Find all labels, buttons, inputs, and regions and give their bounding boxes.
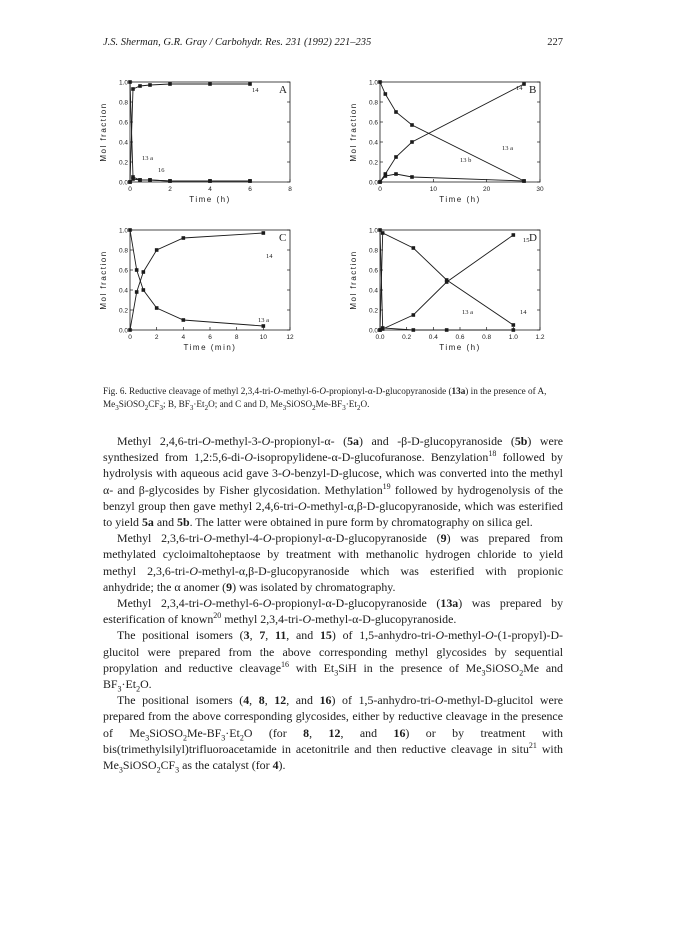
x-tick-label: 0.6 — [455, 334, 465, 341]
data-point — [131, 177, 135, 181]
panel-c — [99, 228, 294, 353]
panel-letter: C — [279, 232, 287, 244]
x-tick-label: 12 — [286, 334, 294, 341]
data-point — [381, 327, 385, 331]
series-label: 16 — [158, 167, 165, 174]
data-point — [512, 323, 516, 327]
series-line-13a — [380, 82, 524, 181]
data-point — [410, 175, 414, 179]
data-point — [384, 92, 388, 96]
x-tick-label: 20 — [483, 186, 491, 193]
series-line-14 — [130, 233, 263, 330]
figure-caption: Fig. 6. Reductive cleavage of methyl 2,3,4-tri-O-methyl-6-O-propionyl-α-D-glucopyranoside (13a) in the presence of A, $Me_3SiOSO_2CF_3$; B, $BF_3\cdot Et_2O$; and C and D, $Me_3SiOSO_2Me-BF_3\cdot Et_2O$. — [103, 386, 547, 412]
x-tick-label: 6 — [248, 186, 252, 193]
series-label: 13 a — [258, 317, 270, 324]
y-tick-label: 0.4 — [118, 139, 128, 147]
data-point — [262, 324, 266, 328]
x-tick-label: 8 — [288, 186, 292, 193]
series-label: 14 — [520, 309, 527, 316]
y-tick-label: 0.8 — [368, 99, 378, 107]
y-axis-label: Mol fraction — [349, 250, 358, 310]
y-tick-label: 0.0 — [368, 179, 378, 187]
x-tick-label: 0.8 — [482, 334, 492, 341]
x-tick-label: 0 — [128, 334, 132, 341]
y-tick-label: 0.4 — [118, 287, 128, 295]
data-point — [248, 179, 252, 183]
series-line-14 — [380, 84, 524, 182]
series-label: 15 — [523, 237, 530, 244]
y-tick-label: 1.0 — [368, 79, 378, 87]
data-point — [410, 140, 414, 144]
data-point — [135, 268, 139, 272]
data-point — [155, 306, 159, 310]
x-tick-label: 0.2 — [402, 334, 412, 341]
plot-frame — [130, 82, 290, 182]
y-tick-label: 0.2 — [118, 159, 128, 167]
paragraph-2: Methyl 2,3,6-tri-O-methyl-4-O-propionyl-α-D-glucopyranoside (9) was prepared from methylated cycloimaltoheptaose by treatment with methanolic hydrogen chloride to yield methyl 2,3,6-tri-O-methyl-α,β-D-glucopyranoside which was esterified with propionic anhydride; the α anomer (9) was isolated by chromatography. — [103, 531, 564, 594]
data-point — [412, 313, 416, 317]
series-label: 14 — [252, 87, 259, 94]
data-point — [142, 270, 146, 274]
x-tick-label: 2 — [154, 334, 159, 341]
panel-letter: A — [279, 84, 287, 96]
y-tick-label: 0.6 — [118, 119, 128, 127]
x-tick-label: 30 — [536, 186, 544, 193]
series-label: 13 a — [462, 309, 474, 316]
panel-letter: D — [529, 232, 537, 244]
x-axis-label: Time (h) — [439, 343, 481, 352]
y-axis-label: Mol fraction — [99, 102, 108, 162]
x-tick-label: 0.4 — [428, 334, 438, 341]
data-point — [182, 236, 186, 240]
data-point — [512, 233, 516, 237]
data-point — [522, 82, 526, 86]
data-point — [412, 246, 416, 250]
data-point — [384, 174, 388, 178]
data-point — [262, 231, 266, 235]
plot-frame — [130, 230, 290, 330]
x-tick-label: 10 — [259, 334, 267, 341]
series-label: 14 — [516, 85, 523, 92]
y-axis-label: Mol fraction — [99, 250, 108, 310]
series-line-13a — [130, 230, 263, 326]
data-point — [131, 87, 135, 91]
data-point — [394, 155, 398, 159]
data-point — [182, 318, 186, 322]
data-point — [208, 179, 212, 183]
series-line-13a — [130, 82, 250, 181]
data-point — [138, 84, 142, 88]
x-tick-label: 0 — [128, 186, 132, 193]
y-tick-label: 1.0 — [368, 227, 378, 235]
data-point — [522, 179, 526, 183]
plot-frame — [380, 230, 540, 330]
panel-d — [349, 228, 545, 353]
data-point — [445, 328, 449, 332]
panel-b — [349, 80, 544, 205]
data-point — [445, 280, 449, 284]
paragraph-5: The positional isomers (4, 8, 12, and 16) of 1,5-anhydro-tri-O-methyl-D-glucitol were prepared from the above corresponding glycosides, either by reductive cleavage in the presence of $Me_3SiOSO_2Me-BF_3\cdot Et_2O$ (for 8, 12, and 16) or by treatment with bis(trimethylsilyl)trifluoroacetamide in acetonitrile and then reductive cleavage in situ$^{21}$ with $Me_3SiOSO_2CF_3$ as the catalyst (for 4). — [103, 693, 564, 775]
data-point — [135, 290, 139, 294]
x-tick-label: 10 — [429, 186, 437, 193]
data-point — [512, 328, 516, 332]
y-tick-label: 0.2 — [368, 307, 378, 315]
data-point — [148, 178, 152, 182]
data-point — [148, 83, 152, 87]
data-point — [208, 82, 212, 86]
y-tick-label: 0.4 — [368, 287, 378, 295]
running-header — [103, 37, 563, 48]
y-tick-label: 0.8 — [118, 247, 128, 255]
y-tick-label: 0.8 — [118, 99, 128, 107]
x-tick-label: 2 — [168, 186, 172, 193]
data-point — [412, 328, 416, 332]
series-line-14 — [130, 84, 250, 182]
data-point — [128, 328, 132, 332]
series-label: 13 a — [142, 155, 154, 162]
data-point — [138, 178, 142, 182]
paragraph-1: Methyl 2,4,6-tri-O-methyl-3-O-propionyl-α- (5a) and -β-D-glucopyranoside (5b) were synthesized from 1,2:5,6-di-O-isopropylidene-α-D-glucofuranose. Benzylation$^{18}$ followed by hydrolysis with aqueous acid gave 3-O-benzyl-D-glucose, which was converted into the methyl α- and β-glycosides by Fisher glycosidation. Methylation$^{19}$ followed by hydrogenolysis of the benzyl group then gave methyl 2,4,6-tri-O-methyl-α,β-D-glucopyranoside, which was esterified to yield 5a and 5b. The latter were obtained in pure form by chromatography on silica gel. — [103, 434, 564, 530]
y-tick-label: 0.0 — [118, 327, 128, 335]
y-axis-label: Mol fraction — [349, 102, 358, 162]
data-point — [378, 180, 382, 184]
plot-frame — [380, 82, 540, 182]
x-tick-label: 0 — [378, 186, 382, 193]
y-tick-label: 0.8 — [368, 247, 378, 255]
y-tick-label: 0.0 — [368, 327, 378, 335]
x-tick-label: 6 — [208, 334, 212, 341]
paragraph-3: Methyl 2,3,4-tri-O-methyl-6-O-propionyl-α-D-glucopyranoside (13a) was prepared by esterification of known$^{20}$ methyl 2,3,4-tri-O-methyl-α-D-glucopyranoside. — [103, 596, 564, 627]
series-line-16 — [130, 179, 250, 182]
series-label: 13 a — [502, 145, 514, 152]
x-tick-label: 4 — [181, 334, 186, 341]
running-title: J.S. Sherman, G.R. Gray / Carbohydr. Res. 231 (1992) 221–235 — [103, 37, 372, 48]
y-tick-label: 0.0 — [118, 179, 128, 187]
y-tick-label: 1.0 — [118, 227, 128, 235]
page-number: 227 — [547, 37, 563, 48]
panel-a — [99, 80, 292, 205]
data-point — [410, 123, 414, 127]
data-point — [378, 228, 382, 232]
x-tick-label: 4 — [208, 186, 212, 193]
panel-letter: B — [529, 84, 537, 96]
y-tick-label: 0.6 — [368, 267, 378, 275]
y-tick-label: 0.4 — [368, 139, 378, 147]
y-tick-label: 1.0 — [118, 79, 128, 87]
data-point — [128, 228, 132, 232]
y-tick-label: 0.6 — [118, 267, 128, 275]
body-text — [103, 433, 563, 773]
y-tick-label: 0.2 — [118, 307, 128, 315]
data-point — [168, 179, 172, 183]
data-point — [128, 80, 132, 84]
x-tick-label: 8 — [234, 334, 239, 341]
paragraph-4: The positional isomers (3, 7, 11, and 15) of 1,5-anhydro-tri-O-methyl-O-(1-propyl)-D-glucitol were prepared from the above corresponding methyl glycosides by sequential propylation and reductive cleavage$^{16}$ with $Et_3SiH$ in the presence of $Me_3SiOSO_2Me$ and $BF_3\cdot Et_2O$. — [103, 628, 563, 694]
data-point — [142, 288, 146, 292]
x-tick-label: 1.2 — [535, 334, 545, 341]
figure-6-plots — [88, 72, 588, 377]
y-tick-label: 0.2 — [368, 159, 378, 167]
figure-6 — [88, 72, 588, 377]
x-axis-label: Time (min) — [183, 343, 237, 352]
x-axis-label: Time (h) — [439, 195, 481, 204]
data-point — [394, 110, 398, 114]
series-label: 14 — [266, 253, 273, 260]
data-point — [248, 82, 252, 86]
series-line-13b — [380, 174, 524, 182]
data-point — [378, 80, 382, 84]
data-point — [394, 172, 398, 176]
series-label: 13 b — [460, 157, 472, 164]
x-tick-label: 0.0 — [375, 334, 385, 341]
y-tick-label: 0.6 — [368, 119, 378, 127]
x-axis-label: Time (h) — [189, 195, 231, 204]
data-point — [155, 248, 159, 252]
x-tick-label: 1.0 — [508, 334, 518, 341]
data-point — [168, 82, 172, 86]
